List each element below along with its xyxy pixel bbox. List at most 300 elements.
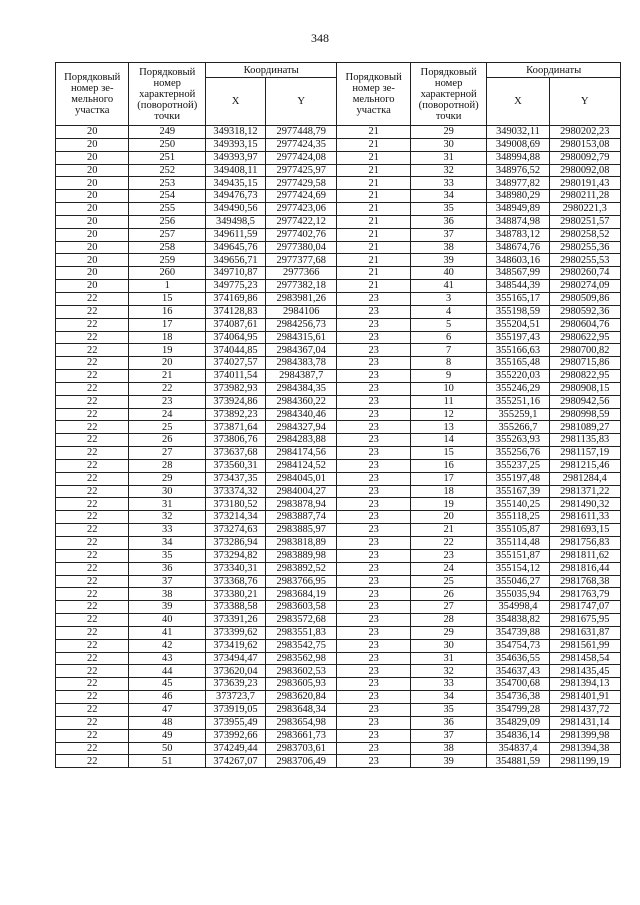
x-cell: 355165,48 — [487, 357, 549, 370]
y-cell: 2983603,58 — [266, 601, 337, 614]
y-cell: 2984106 — [266, 305, 337, 318]
y-cell: 2981371,22 — [549, 485, 620, 498]
point-no-cell: 39 — [129, 601, 206, 614]
x-cell: 354799,28 — [487, 703, 549, 716]
parcel-no-cell: 21 — [337, 241, 410, 254]
parcel-no-cell: 23 — [337, 626, 410, 639]
parcel-no-cell: 23 — [337, 575, 410, 588]
table-row — [56, 267, 621, 280]
table-row — [56, 639, 621, 652]
table-row — [56, 382, 621, 395]
y-cell: 2980700,82 — [549, 344, 620, 357]
parcel-no-cell: 20 — [56, 254, 129, 267]
x-cell: 373437,35 — [206, 472, 266, 485]
x-cell: 374169,86 — [206, 292, 266, 305]
x-cell: 348674,76 — [487, 241, 549, 254]
x-cell: 373892,23 — [206, 408, 266, 421]
header-point-no: Порядковый номер характерной (поворотной) точки — [129, 63, 206, 126]
x-cell: 349490,56 — [206, 203, 266, 216]
parcel-no-cell: 22 — [56, 524, 129, 537]
point-no-cell: 20 — [129, 357, 206, 370]
parcel-no-cell: 20 — [56, 151, 129, 164]
parcel-no-cell: 21 — [337, 126, 410, 139]
parcel-no-cell: 22 — [56, 434, 129, 447]
table-row — [56, 537, 621, 550]
x-cell: 349710,87 — [206, 267, 266, 280]
point-no-cell: 20 — [410, 511, 487, 524]
parcel-no-cell: 22 — [56, 562, 129, 575]
x-cell: 373274,63 — [206, 524, 266, 537]
parcel-no-cell: 20 — [56, 126, 129, 139]
x-cell: 349318,12 — [206, 126, 266, 139]
parcel-no-cell: 22 — [56, 742, 129, 755]
x-cell: 348994,88 — [487, 151, 549, 164]
y-cell: 2984383,78 — [266, 357, 337, 370]
y-cell: 2980092,08 — [549, 164, 620, 177]
x-cell: 373374,32 — [206, 485, 266, 498]
y-cell: 2981816,44 — [549, 562, 620, 575]
parcel-no-cell: 21 — [337, 151, 410, 164]
table-row — [56, 421, 621, 434]
table-row — [56, 511, 621, 524]
point-no-cell: 35 — [129, 549, 206, 562]
x-cell: 373286,94 — [206, 537, 266, 550]
parcel-no-cell: 20 — [56, 177, 129, 190]
parcel-no-cell: 22 — [56, 665, 129, 678]
point-no-cell: 4 — [410, 305, 487, 318]
parcel-no-cell: 22 — [56, 652, 129, 665]
point-no-cell: 17 — [129, 318, 206, 331]
x-cell: 355204,51 — [487, 318, 549, 331]
table-row — [56, 215, 621, 228]
page-number: 348 — [311, 31, 329, 45]
header-parcel-no: Порядковый номер зе-мельного участка — [337, 63, 410, 126]
y-cell: 2977424,69 — [266, 190, 337, 203]
x-cell: 355197,43 — [487, 331, 549, 344]
y-cell: 2981157,19 — [549, 447, 620, 460]
parcel-no-cell: 20 — [56, 190, 129, 203]
point-no-cell: 47 — [129, 703, 206, 716]
header-parcel-no: Порядковый номер зе-мельного участка — [56, 63, 129, 126]
parcel-no-cell: 23 — [337, 703, 410, 716]
x-cell: 348980,29 — [487, 190, 549, 203]
point-no-cell: 32 — [129, 511, 206, 524]
parcel-no-cell: 22 — [56, 447, 129, 460]
y-cell: 2983572,68 — [266, 614, 337, 627]
x-cell: 355165,17 — [487, 292, 549, 305]
point-no-cell: 34 — [129, 537, 206, 550]
parcel-no-cell: 23 — [337, 344, 410, 357]
parcel-no-cell: 21 — [337, 228, 410, 241]
x-cell: 374011,54 — [206, 370, 266, 383]
parcel-no-cell: 22 — [56, 421, 129, 434]
point-no-cell: 24 — [129, 408, 206, 421]
parcel-no-cell: 23 — [337, 498, 410, 511]
parcel-no-cell: 21 — [337, 177, 410, 190]
parcel-no-cell: 22 — [56, 639, 129, 652]
point-no-cell: 41 — [129, 626, 206, 639]
y-cell: 2981199,19 — [549, 755, 620, 768]
point-no-cell: 30 — [410, 138, 487, 151]
table-row — [56, 524, 621, 537]
y-cell: 2983620,84 — [266, 691, 337, 704]
x-cell: 349032,11 — [487, 126, 549, 139]
x-cell: 349393,97 — [206, 151, 266, 164]
table-row — [56, 177, 621, 190]
parcel-no-cell: 22 — [56, 511, 129, 524]
point-no-cell: 1 — [129, 280, 206, 293]
parcel-no-cell: 22 — [56, 395, 129, 408]
y-cell: 2980211,28 — [549, 190, 620, 203]
table-row — [56, 601, 621, 614]
point-no-cell: 21 — [129, 370, 206, 383]
point-no-cell: 256 — [129, 215, 206, 228]
table-row — [56, 305, 621, 318]
table-row — [56, 459, 621, 472]
x-cell: 373368,76 — [206, 575, 266, 588]
parcel-no-cell: 23 — [337, 395, 410, 408]
x-cell: 374128,83 — [206, 305, 266, 318]
header-y: Y — [549, 78, 620, 126]
x-cell: 349775,23 — [206, 280, 266, 293]
x-cell: 373419,62 — [206, 639, 266, 652]
parcel-no-cell: 22 — [56, 408, 129, 421]
x-cell: 373919,05 — [206, 703, 266, 716]
point-no-cell: 255 — [129, 203, 206, 216]
point-no-cell: 28 — [129, 459, 206, 472]
x-cell: 348783,12 — [487, 228, 549, 241]
point-no-cell: 14 — [410, 434, 487, 447]
parcel-no-cell: 23 — [337, 331, 410, 344]
x-cell: 348567,99 — [487, 267, 549, 280]
parcel-no-cell: 22 — [56, 382, 129, 395]
x-cell: 373639,23 — [206, 678, 266, 691]
x-cell: 373992,66 — [206, 729, 266, 742]
table-row — [56, 549, 621, 562]
point-no-cell: 33 — [410, 678, 487, 691]
y-cell: 2977377,68 — [266, 254, 337, 267]
point-no-cell: 258 — [129, 241, 206, 254]
point-no-cell: 24 — [410, 562, 487, 575]
point-no-cell: 19 — [129, 344, 206, 357]
y-cell: 2977422,12 — [266, 215, 337, 228]
point-no-cell: 33 — [129, 524, 206, 537]
x-cell: 354636,55 — [487, 652, 549, 665]
table-row — [56, 190, 621, 203]
parcel-no-cell: 22 — [56, 472, 129, 485]
point-no-cell: 32 — [410, 665, 487, 678]
parcel-no-cell: 20 — [56, 215, 129, 228]
point-no-cell: 21 — [410, 524, 487, 537]
y-cell: 2981756,83 — [549, 537, 620, 550]
y-cell: 2981675,95 — [549, 614, 620, 627]
point-no-cell: 25 — [410, 575, 487, 588]
parcel-no-cell: 22 — [56, 588, 129, 601]
parcel-no-cell: 23 — [337, 652, 410, 665]
table-row — [56, 280, 621, 293]
y-cell: 2981401,91 — [549, 691, 620, 704]
point-no-cell: 42 — [129, 639, 206, 652]
table-row — [56, 472, 621, 485]
parcel-no-cell: 21 — [337, 267, 410, 280]
parcel-no-cell: 23 — [337, 485, 410, 498]
parcel-no-cell: 23 — [337, 357, 410, 370]
y-cell: 2983648,34 — [266, 703, 337, 716]
x-cell: 355246,29 — [487, 382, 549, 395]
parcel-no-cell: 22 — [56, 370, 129, 383]
header-x: X — [206, 78, 266, 126]
x-cell: 374044,85 — [206, 344, 266, 357]
parcel-no-cell: 20 — [56, 138, 129, 151]
table-row — [56, 126, 621, 139]
point-no-cell: 27 — [129, 447, 206, 460]
x-cell: 355151,87 — [487, 549, 549, 562]
y-cell: 2983562,98 — [266, 652, 337, 665]
parcel-no-cell: 20 — [56, 203, 129, 216]
parcel-no-cell: 23 — [337, 305, 410, 318]
x-cell: 355167,39 — [487, 485, 549, 498]
parcel-no-cell: 23 — [337, 716, 410, 729]
x-cell: 355105,87 — [487, 524, 549, 537]
table-row — [56, 498, 621, 511]
y-cell: 2977448,79 — [266, 126, 337, 139]
parcel-no-cell: 23 — [337, 318, 410, 331]
table-row — [56, 318, 621, 331]
table-row — [56, 151, 621, 164]
point-no-cell: 18 — [129, 331, 206, 344]
table-row — [56, 575, 621, 588]
point-no-cell: 12 — [410, 408, 487, 421]
point-no-cell: 27 — [410, 601, 487, 614]
parcel-no-cell: 21 — [337, 138, 410, 151]
y-cell: 2983684,19 — [266, 588, 337, 601]
header-coordinates: Координаты — [487, 63, 621, 78]
x-cell: 355251,16 — [487, 395, 549, 408]
parcel-no-cell: 23 — [337, 537, 410, 550]
x-cell: 355046,27 — [487, 575, 549, 588]
parcel-no-cell: 20 — [56, 241, 129, 254]
x-cell: 354998,4 — [487, 601, 549, 614]
parcel-no-cell: 21 — [337, 164, 410, 177]
y-cell: 2984315,61 — [266, 331, 337, 344]
y-cell: 2981399,98 — [549, 729, 620, 742]
point-no-cell: 40 — [129, 614, 206, 627]
parcel-no-cell: 23 — [337, 562, 410, 575]
parcel-no-cell: 23 — [337, 588, 410, 601]
y-cell: 2983605,93 — [266, 678, 337, 691]
point-no-cell: 31 — [410, 652, 487, 665]
x-cell: 348949,89 — [487, 203, 549, 216]
point-no-cell: 37 — [410, 729, 487, 742]
parcel-no-cell: 22 — [56, 691, 129, 704]
table-row — [56, 254, 621, 267]
point-no-cell: 254 — [129, 190, 206, 203]
point-no-cell: 31 — [410, 151, 487, 164]
parcel-no-cell: 22 — [56, 344, 129, 357]
x-cell: 355035,94 — [487, 588, 549, 601]
table-row — [56, 164, 621, 177]
y-cell: 2983661,73 — [266, 729, 337, 742]
y-cell: 2983878,94 — [266, 498, 337, 511]
x-cell: 373391,26 — [206, 614, 266, 627]
point-no-cell: 31 — [129, 498, 206, 511]
y-cell: 2980221,3 — [549, 203, 620, 216]
y-cell: 2981135,83 — [549, 434, 620, 447]
point-no-cell: 35 — [410, 703, 487, 716]
x-cell: 354881,59 — [487, 755, 549, 768]
table-row — [56, 691, 621, 704]
point-no-cell: 32 — [410, 164, 487, 177]
table-row — [56, 395, 621, 408]
parcel-no-cell: 23 — [337, 729, 410, 742]
point-no-cell: 36 — [410, 716, 487, 729]
table-row — [56, 203, 621, 216]
x-cell: 374249,44 — [206, 742, 266, 755]
y-cell: 2980274,09 — [549, 280, 620, 293]
point-no-cell: 26 — [410, 588, 487, 601]
y-cell: 2980509,86 — [549, 292, 620, 305]
point-no-cell: 39 — [410, 755, 487, 768]
parcel-no-cell: 22 — [56, 292, 129, 305]
x-cell: 349476,73 — [206, 190, 266, 203]
parcel-no-cell: 21 — [337, 203, 410, 216]
x-cell: 373560,31 — [206, 459, 266, 472]
point-no-cell: 37 — [410, 228, 487, 241]
point-no-cell: 38 — [410, 742, 487, 755]
table-row — [56, 357, 621, 370]
y-cell: 2977382,18 — [266, 280, 337, 293]
y-cell: 2984387,7 — [266, 370, 337, 383]
y-cell: 2980255,36 — [549, 241, 620, 254]
x-cell: 355220,03 — [487, 370, 549, 383]
table-row — [56, 434, 621, 447]
point-no-cell: 16 — [410, 459, 487, 472]
x-cell: 373723,7 — [206, 691, 266, 704]
point-no-cell: 22 — [410, 537, 487, 550]
x-cell: 373637,68 — [206, 447, 266, 460]
y-cell: 2981089,27 — [549, 421, 620, 434]
y-cell: 2980202,23 — [549, 126, 620, 139]
point-no-cell: 23 — [410, 549, 487, 562]
parcel-no-cell: 22 — [56, 601, 129, 614]
parcel-no-cell: 21 — [337, 254, 410, 267]
x-cell: 349645,76 — [206, 241, 266, 254]
point-no-cell: 30 — [410, 639, 487, 652]
parcel-no-cell: 23 — [337, 678, 410, 691]
table-row — [56, 729, 621, 742]
point-no-cell: 249 — [129, 126, 206, 139]
parcel-no-cell: 22 — [56, 729, 129, 742]
point-no-cell: 49 — [129, 729, 206, 742]
x-cell: 373620,04 — [206, 665, 266, 678]
parcel-no-cell: 23 — [337, 665, 410, 678]
parcel-no-cell: 21 — [337, 190, 410, 203]
table-body — [56, 126, 621, 768]
x-cell: 348603,16 — [487, 254, 549, 267]
parcel-no-cell: 23 — [337, 639, 410, 652]
y-cell: 2980998,59 — [549, 408, 620, 421]
table-row — [56, 331, 621, 344]
table-row — [56, 138, 621, 151]
x-cell: 354838,82 — [487, 614, 549, 627]
parcel-no-cell: 23 — [337, 370, 410, 383]
y-cell: 2983889,98 — [266, 549, 337, 562]
y-cell: 2981215,46 — [549, 459, 620, 472]
x-cell: 355266,7 — [487, 421, 549, 434]
x-cell: 349498,5 — [206, 215, 266, 228]
parcel-no-cell: 22 — [56, 575, 129, 588]
x-cell: 355118,25 — [487, 511, 549, 524]
y-cell: 2983892,52 — [266, 562, 337, 575]
y-cell: 2980822,95 — [549, 370, 620, 383]
point-no-cell: 15 — [129, 292, 206, 305]
table-row — [56, 408, 621, 421]
point-no-cell: 17 — [410, 472, 487, 485]
x-cell: 373399,62 — [206, 626, 266, 639]
point-no-cell: 6 — [410, 331, 487, 344]
parcel-no-cell: 23 — [337, 447, 410, 460]
y-cell: 2980153,08 — [549, 138, 620, 151]
x-cell: 349611,59 — [206, 228, 266, 241]
table-row — [56, 241, 621, 254]
x-cell: 374267,07 — [206, 755, 266, 768]
point-no-cell: 259 — [129, 254, 206, 267]
point-no-cell: 11 — [410, 395, 487, 408]
y-cell: 2981458,54 — [549, 652, 620, 665]
parcel-no-cell: 23 — [337, 459, 410, 472]
x-cell: 373806,76 — [206, 434, 266, 447]
y-cell: 2984283,88 — [266, 434, 337, 447]
parcel-no-cell: 20 — [56, 267, 129, 280]
parcel-no-cell: 23 — [337, 524, 410, 537]
point-no-cell: 41 — [410, 280, 487, 293]
x-cell: 354637,43 — [487, 665, 549, 678]
x-cell: 349656,71 — [206, 254, 266, 267]
point-no-cell: 10 — [410, 382, 487, 395]
y-cell: 2980592,36 — [549, 305, 620, 318]
y-cell: 2983818,89 — [266, 537, 337, 550]
y-cell: 2977425,97 — [266, 164, 337, 177]
table-row — [56, 652, 621, 665]
y-cell: 2977423,06 — [266, 203, 337, 216]
point-no-cell: 19 — [410, 498, 487, 511]
x-cell: 354700,68 — [487, 678, 549, 691]
table-row — [56, 228, 621, 241]
x-cell: 355114,48 — [487, 537, 549, 550]
point-no-cell: 29 — [410, 626, 487, 639]
y-cell: 2981693,15 — [549, 524, 620, 537]
x-cell: 355154,12 — [487, 562, 549, 575]
point-no-cell: 5 — [410, 318, 487, 331]
x-cell: 348977,82 — [487, 177, 549, 190]
y-cell: 2981611,33 — [549, 511, 620, 524]
point-no-cell: 253 — [129, 177, 206, 190]
table-row — [56, 562, 621, 575]
point-no-cell: 36 — [410, 215, 487, 228]
point-no-cell: 8 — [410, 357, 487, 370]
y-cell: 2984384,35 — [266, 382, 337, 395]
y-cell: 2983703,61 — [266, 742, 337, 755]
table-row — [56, 485, 621, 498]
y-cell: 2980092,79 — [549, 151, 620, 164]
x-cell: 355256,76 — [487, 447, 549, 460]
parcel-no-cell: 21 — [337, 215, 410, 228]
point-no-cell: 51 — [129, 755, 206, 768]
y-cell: 2981811,62 — [549, 549, 620, 562]
y-cell: 2983981,26 — [266, 292, 337, 305]
table-row — [56, 588, 621, 601]
y-cell: 2981435,45 — [549, 665, 620, 678]
